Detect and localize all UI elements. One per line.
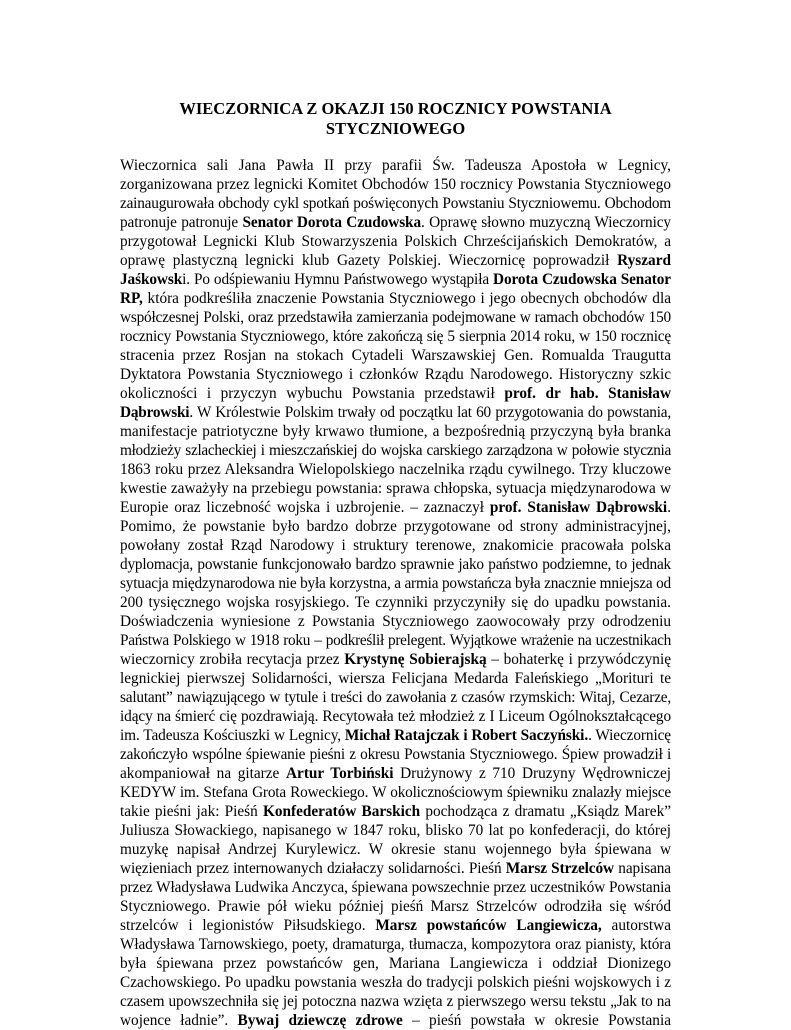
text-run: Doświadczenia wyniesione z Powstania Styczniowego zaowocowały przy odrodzeniu [120, 613, 671, 630]
bold-text: prof. Stanisław Dąbrowski [489, 499, 668, 516]
bold-text: Krystynę Sobierajską [344, 651, 487, 668]
text-run: – bohaterkę i przywódczynię [486, 651, 671, 668]
paragraph-line [120, 878, 671, 897]
text-run: sytuacja międzynarodowa nie była korzystna, a armia powstańcza była znacznie mniejsza od [120, 575, 671, 592]
paragraph-line [120, 346, 671, 365]
paragraph-line [120, 213, 671, 232]
bold-text: Artur Torbiński [285, 765, 394, 782]
text-run: zorganizowana przez legnicki Komitet Obchodów 150 rocznicy Powstania Styczniowego [120, 176, 671, 193]
text-run: muzykę napisał Andrzej Kurylewicz. W okresie stanu wojennego była śpiewana w [120, 841, 671, 858]
bold-text: Jaśkowsk [120, 271, 183, 288]
text-run: Juliusza Słowackiego, napisanego w 1847 roku, blisko 70 lat po konfederacji, do której [120, 822, 671, 839]
text-run: Styczniowego. Prawie pół wieku później pieśń Marsz Strzelców odrodziła się wśród [120, 898, 671, 915]
text-run: im. Tadeusza Kościuszki w Legnicy, [120, 727, 345, 744]
text-run: stracenia przez Rosjan na stokach Cytadeli Warszawskiej Gen. Romualda Traugutta [120, 347, 671, 364]
text-run: więzieniach przez internowanych działaczy solidarności. Pieśń [120, 860, 506, 877]
text-run: przez Władysława Ludwika Anczyca, śpiewana powszechnie przez uczestników Powstania [120, 879, 671, 896]
paragraph-line [120, 1011, 671, 1030]
text-run: młodzieży szlacheckiej i mieszczańskiej do wojska carskiego zarządzona w połowie stycznia [120, 442, 671, 459]
document-title [120, 99, 671, 138]
text-run: KEDYW im. Stefana Grota Roweckiego. W okolicznościowym śpiewniku znalazły miejsce [120, 784, 671, 801]
paragraph-line [120, 517, 671, 536]
paragraph-line [120, 707, 671, 726]
paragraph-line [120, 859, 671, 878]
text-run: . Oprawę słowno muzyczną Wieczornicy [421, 214, 671, 231]
text-run: akompaniował na gitarze [120, 765, 286, 782]
paragraph-line [120, 384, 671, 403]
text-run: która podkreśliła znaczenie Powstania Styczniowego i jego obecnych obchodów dla [142, 290, 671, 307]
paragraph-line [120, 460, 671, 479]
bold-text: Dorota Czudowska Senator [493, 271, 671, 288]
paragraph-line [120, 365, 671, 384]
paragraph-line [120, 935, 671, 954]
paragraph-line [120, 555, 671, 574]
text-run: napisana [614, 860, 671, 877]
paragraph-line [120, 156, 671, 175]
bold-text: Konfederatów Barskich [262, 803, 421, 820]
paragraph-line [120, 479, 671, 498]
paragraph-line [120, 821, 671, 840]
text-run: 200 tysięcznego wojska rosyjskiego. Te czynniki przyczyniły się do upadku powstania. [120, 594, 671, 611]
paragraph-line [120, 441, 671, 460]
text-run: Państwa Polskiego w 1918 roku – podkreślił prelegent. Wyjątkowe wrażenie na uczestnikach [120, 632, 671, 649]
text-run: Drużynowy z 710 Druzyny Wędrowniczej [393, 765, 671, 782]
text-run: czasem upowszechniła się jej potoczna nazwa wzięta z pierwszego wersu tekstu „Jak to na [120, 993, 671, 1010]
bold-text: prof. dr hab. Stanisław [504, 385, 671, 402]
paragraph-line [120, 954, 671, 973]
text-run: Wieczornica sali Jana Pawła II przy parafii Św. Tadeusza Apostoła w Legnicy, [120, 157, 671, 174]
paragraph-line [120, 593, 671, 612]
paragraph-line [120, 840, 671, 859]
paragraph-line [120, 992, 671, 1011]
title-line: WIECZORNICA Z OKAZJI 150 ROCZNICY POWSTANIA [179, 99, 612, 118]
text-run: idący na śmierć cię pozdrawiają. Recytowała też młodzież z I Liceum Ogólnokształcącego [120, 708, 671, 725]
bold-text: Bywaj dziewczę zdrowe [237, 1012, 403, 1029]
text-run: wieczornicy zrobiła recytacja przez [120, 651, 345, 668]
paragraph-line [120, 688, 671, 707]
paragraph-line [120, 403, 671, 422]
article-body [120, 156, 671, 1030]
paragraph-line [120, 194, 671, 213]
paragraph-line [120, 251, 671, 270]
bold-text: Marsz Strzelców [505, 860, 614, 877]
paragraph-line [120, 745, 671, 764]
text-run: manifestacje patriotyczne były krwawo tłumione, a bezpośrednią przyczyną była branka [120, 423, 671, 440]
paragraph-line [120, 802, 671, 821]
text-run: przygotował Legnicki Klub Stowarzyszenia Polskich Chrześcijańskich Demokratów, a [120, 233, 671, 250]
text-run: legnickiej pierwszej Solidarności, wiersza Felicjana Medarda Faleńskiego „Morituri te [120, 670, 671, 687]
text-run: zainaugurowała obchody cykl spotkań poświęconych Powstaniu Styczniowemu. Obchodom [120, 195, 671, 212]
text-run: powołany został Rząd Narodowy i struktury terenowe, znakomicie pracowała polska [120, 537, 671, 554]
text-run: dyplomacja, powstanie funkcjonowało bardzo sprawnie jako państwo podziemne, to jednak [120, 556, 671, 573]
text-run: oprawę plastyczną legnicki klub Gazety Polskiej. Wieczornicę poprowadził [120, 252, 618, 269]
text-run: autorstwa [601, 917, 671, 934]
paragraph-line [120, 764, 671, 783]
paragraph-line [120, 232, 671, 251]
paragraph-line [120, 175, 671, 194]
paragraph-line [120, 726, 671, 745]
bold-text: Senator Dorota Czudowska [242, 214, 421, 231]
paragraph-line [120, 973, 671, 992]
text-run: Czachowskiego. Po upadku powstania weszła do tradycji polskich pieśni wojskowych i z [120, 974, 671, 991]
text-run: była śpiewana przez powstańców gen, Mariana Langiewicza i oddział Dionizego [120, 955, 671, 972]
bold-text: Ryszard [617, 252, 671, 269]
paragraph-line [120, 783, 671, 802]
paragraph-line [120, 631, 671, 650]
text-run: 1863 roku przez Aleksandra Wielopolskiego naczelnika rządu cywilnego. Trzy kluczowe [120, 461, 671, 478]
paragraph-line [120, 536, 671, 555]
text-run: strzelców i legionistów Piłsudskiego. [120, 917, 376, 934]
text-run: zakończyło wspólne śpiewanie pieśni z okresu Powstania Styczniowego. Śpiew prowadził i [120, 746, 671, 763]
text-run: salutant” nawiązującego w tytule i treści do zawołania z czasów rzymskich: Witaj, Cezarze, [120, 689, 671, 706]
paragraph-line [120, 270, 671, 289]
text-run: współczesnej Polski, oraz przedstawiła zamierzania podejmowane w ramach obchodów 150 [120, 309, 671, 326]
bold-text: Michał Ratajczak i Robert Saczyński. [344, 727, 589, 744]
text-run: Europie oraz liczebność wojska i uzbrojenie. – zaznaczył [120, 499, 490, 516]
text-run: rocznicy Powstania Styczniowego, które zakończą się 5 sierpnia 2014 roku, w 150 rocznicę [120, 328, 671, 345]
paragraph-line [120, 327, 671, 346]
text-run: . Wieczornicę [588, 727, 671, 744]
paragraph-line [120, 650, 671, 669]
text-run: Dyktatora Powstania Styczniowego i członków Rządu Narodowego. Historyczny szkic [120, 366, 671, 383]
paragraph-line [120, 669, 671, 688]
text-run: kwestie zaważyły na przebiegu powstania: sprawa chłopska, sytuacja międzynarodowa w [120, 480, 671, 497]
paragraph-line [120, 574, 671, 593]
title-line: STYCZNIOWEGO [325, 118, 466, 138]
text-run: okoliczności i przyczyn wybuchu Powstania przedstawił [120, 385, 505, 402]
bold-text: RP, [120, 290, 143, 307]
paragraph-line [120, 498, 671, 517]
paragraph-line [120, 916, 671, 935]
paragraph-line [120, 308, 671, 327]
paragraph-line [120, 897, 671, 916]
paragraph-line [120, 289, 671, 308]
text-run: wojence ładnie”. [120, 1012, 238, 1029]
text-run: patronuje patronuje [120, 214, 243, 231]
text-run: pochodząca z dramatu „Ksiądz Marek” [420, 803, 672, 820]
text-run: . W Królestwie Polskim trwały od początku lat 60 przygotowania do powstania, [189, 404, 671, 421]
text-run: takie pieśni jak: Pieśń [120, 803, 263, 820]
text-run: . [667, 499, 672, 516]
text-run: Pomimo, że powstanie było bardzo dobrze przygotowane od strony administracyjnej, [120, 518, 671, 535]
text-run: Władysława Tarnowskiego, poety, dramaturga, tłumacza, kompozytora oraz pianisty, która [120, 936, 671, 953]
text-run: – pieśń powstała w okresie Powstania [402, 1012, 671, 1029]
paragraph-line [120, 422, 671, 441]
bold-text: Dąbrowski [120, 404, 190, 421]
bold-text: Marsz powstańców Langiewicza, [375, 917, 602, 934]
text-run: i. Po odśpiewaniu Hymnu Państwowego wystąpiła [182, 271, 494, 288]
paragraph-line [120, 612, 671, 631]
